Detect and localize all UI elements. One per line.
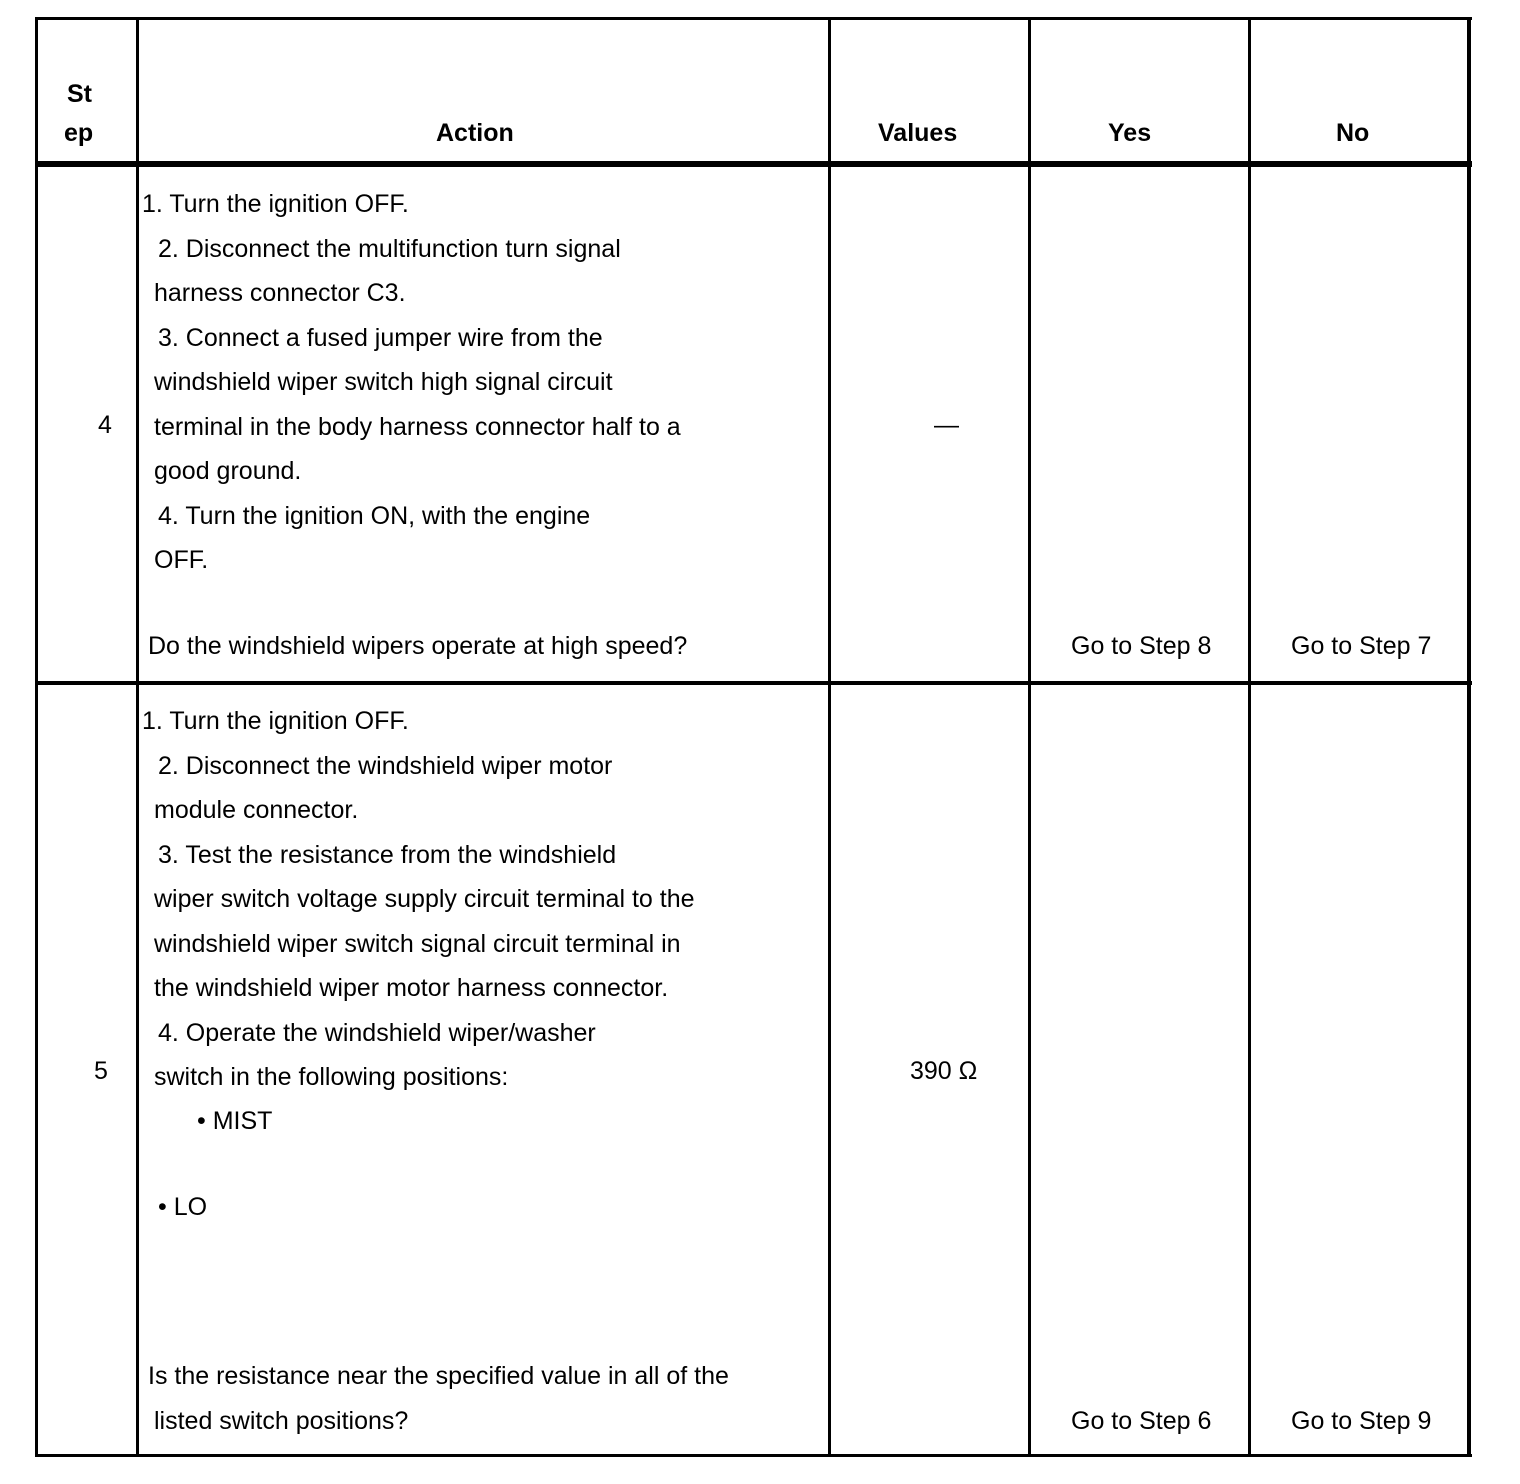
action-line: the windshield wiper motor harness connector. (154, 974, 669, 1002)
value-cell: — (934, 411, 959, 439)
bullet-item: • MIST (197, 1107, 273, 1135)
action-line: harness connector C3. (154, 279, 406, 307)
header-action: Action (436, 119, 514, 147)
header-step-line2: ep (64, 119, 94, 147)
table-border-top (35, 17, 1472, 20)
table-border-right (1467, 17, 1471, 1457)
step-number: 4 (98, 411, 112, 439)
action-line: 3. Connect a fused jumper wire from the (158, 324, 603, 352)
header-values: Values (878, 119, 958, 147)
action-question: Is the resistance near the specified value in all of the (148, 1362, 729, 1390)
action-line: windshield wiper switch signal circuit terminal in (154, 930, 681, 958)
action-line: good ground. (154, 457, 302, 485)
row-divider (35, 681, 1472, 685)
action-line: 1. Turn the ignition OFF. (142, 707, 409, 735)
no-result: Go to Step 9 (1291, 1407, 1432, 1435)
action-line: 1. Turn the ignition OFF. (142, 190, 409, 218)
col-divider-yes (1248, 17, 1251, 1457)
action-line: 2. Disconnect the windshield wiper motor (158, 752, 613, 780)
action-line: 4. Turn the ignition ON, with the engine (158, 502, 591, 530)
action-question: Do the windshield wipers operate at high speed? (148, 632, 688, 660)
step-number: 5 (94, 1057, 108, 1085)
table-border-left (35, 17, 38, 1457)
action-line: OFF. (154, 546, 209, 574)
action-line: module connector. (154, 796, 359, 824)
action-line: switch in the following positions: (154, 1063, 509, 1091)
header-step-line1: St (67, 80, 92, 108)
table-border-bottom (35, 1454, 1472, 1457)
header-divider (35, 161, 1472, 167)
action-line: windshield wiper switch high signal circuit (154, 368, 613, 396)
bullet-item: • LO (158, 1193, 208, 1221)
yes-result: Go to Step 6 (1071, 1407, 1212, 1435)
action-line: 3. Test the resistance from the windshield (158, 841, 617, 869)
no-result: Go to Step 7 (1291, 632, 1432, 660)
action-line: wiper switch voltage supply circuit terminal to the (154, 885, 695, 913)
action-question: listed switch positions? (154, 1407, 409, 1435)
action-line: terminal in the body harness connector half to a (154, 413, 681, 441)
value-cell: 390 Ω (910, 1057, 978, 1085)
col-divider-action (828, 17, 831, 1457)
header-no: No (1336, 119, 1370, 147)
yes-result: Go to Step 8 (1071, 632, 1212, 660)
col-divider-values (1028, 17, 1031, 1457)
col-divider-step (136, 17, 139, 1457)
action-line: 4. Operate the windshield wiper/washer (158, 1019, 596, 1047)
action-line: 2. Disconnect the multifunction turn signal (158, 235, 621, 263)
header-yes: Yes (1108, 119, 1152, 147)
